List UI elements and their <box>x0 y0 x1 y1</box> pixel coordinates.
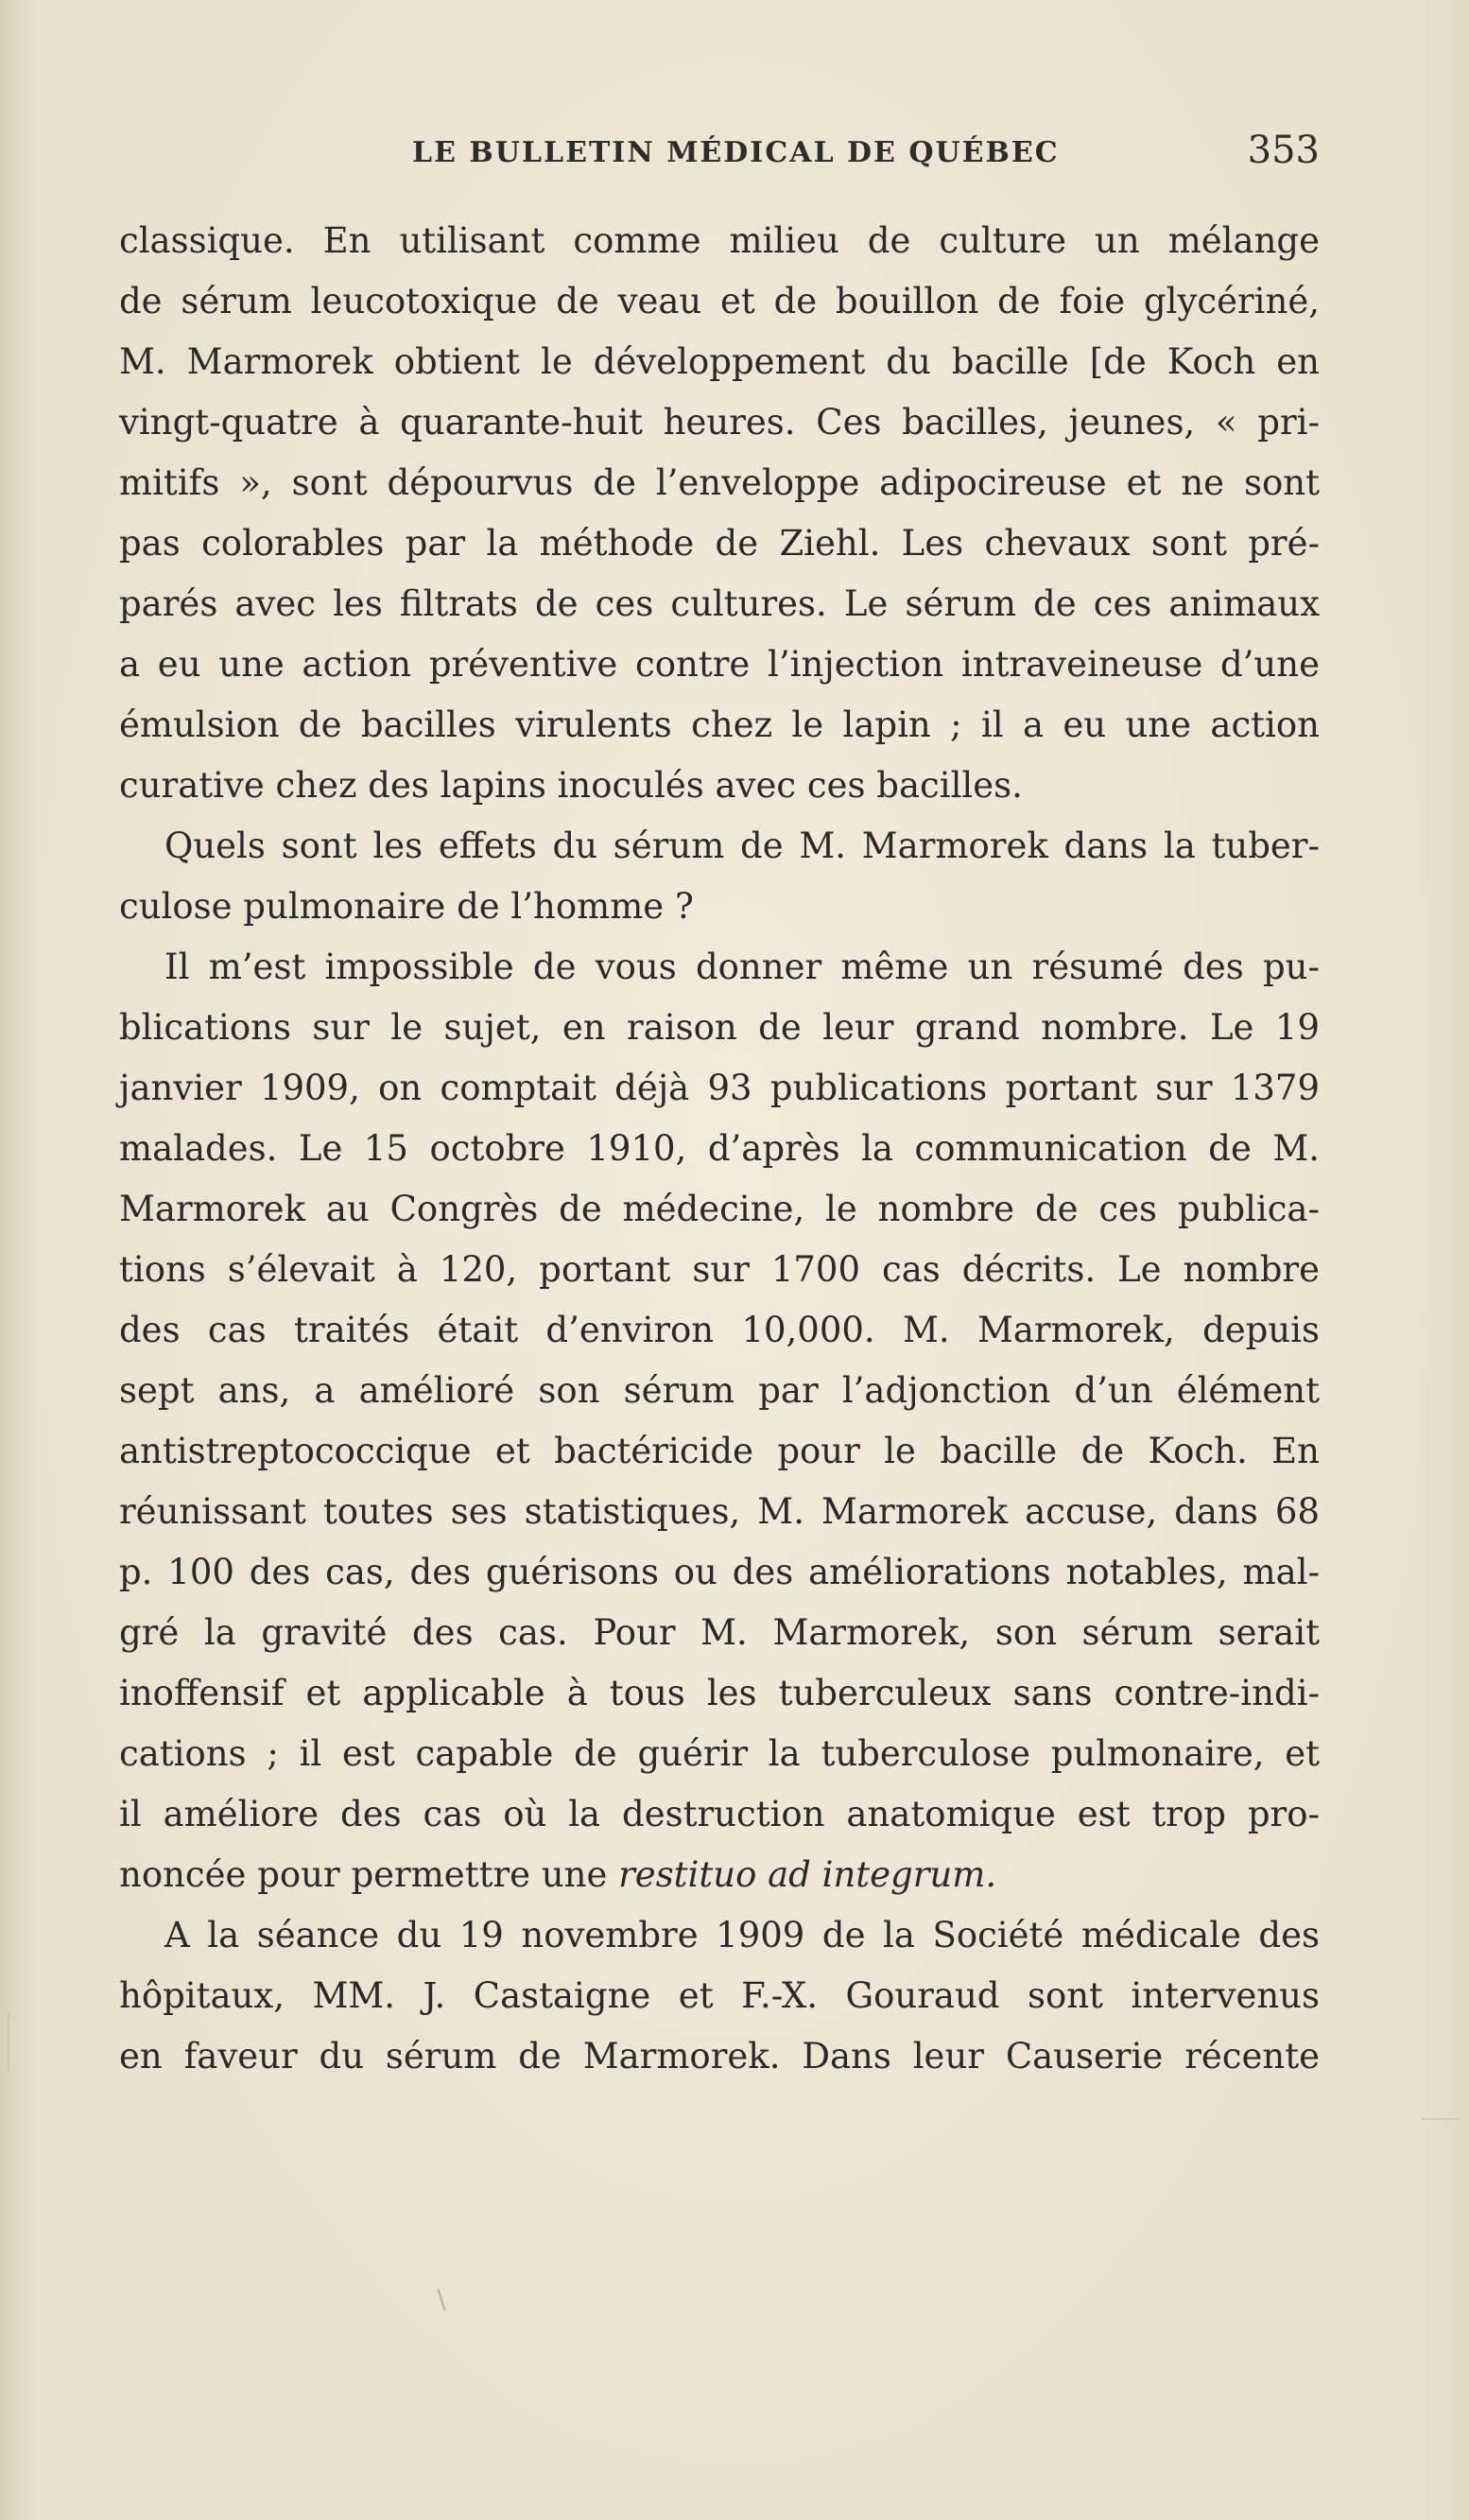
text-line: des cas traités était d’environ 10,000. M. Marmorek, depuis <box>119 1310 1320 1350</box>
text-line: vingt-quatre à quarante-huit heures. Ces bacilles, jeunes, « pri- <box>119 402 1320 443</box>
text-line: curative chez des lapins inoculés avec ces bacilles. <box>119 765 1023 806</box>
text-line: malades. Le 15 octobre 1910, d’après la communication de M. <box>119 1128 1320 1169</box>
page-header <box>119 129 1320 176</box>
text-line: parés avec les filtrats de ces cultures. Le sérum de ces animaux <box>119 583 1320 624</box>
text-line: mitifs », sont dépourvus de l’enveloppe adipocireuse et ne sont <box>119 462 1320 503</box>
text-line: blications sur le sujet, en raison de leur grand nombre. Le 19 <box>119 1007 1320 1048</box>
text-line: Marmorek au Congrès de médecine, le nombre de ces publica- <box>119 1189 1320 1229</box>
text-line: hôpitaux, MM. J. Castaigne et F.-X. Gouraud sont intervenus <box>119 1975 1320 2016</box>
text-line: cations ; il est capable de guérir la tuberculose pulmonaire, et <box>119 1733 1320 1774</box>
text-line: a eu une action préventive contre l’injection intraveineuse d’une <box>119 644 1320 685</box>
text-line: Il m’est impossible de vous donner même un résumé des pu- <box>164 947 1320 987</box>
running-head: LE BULLETIN MÉDICAL DE QUÉBEC <box>412 136 1060 169</box>
italic-phrase: restituo ad integrum. <box>618 1854 997 1895</box>
text-line: gré la gravité des cas. Pour M. Marmorek, son sérum serait <box>119 1612 1320 1653</box>
text-line <box>119 1845 1320 1905</box>
text-line: émulsion de bacilles virulents chez le lapin ; il a eu une action <box>119 704 1320 745</box>
text-line: il améliore des cas où la destruction anatomique est trop pro- <box>119 1794 1320 1834</box>
text-line: inoffensif et applicable à tous les tuberculeux sans contre-indi- <box>119 1673 1320 1713</box>
text-line: réunissant toutes ses statistiques, M. Marmorek accuse, dans 68 <box>119 1491 1320 1532</box>
text-line: p. 100 des cas, des guérisons ou des améliorations notables, mal- <box>119 1552 1320 1592</box>
text-line-start: noncée pour permettre une <box>119 1854 608 1895</box>
text-line: Quels sont les effets du sérum de M. Marmorek dans la tuber- <box>164 826 1320 866</box>
text-line: A la séance du 19 novembre 1909 de la Société médicale des <box>164 1915 1320 1955</box>
paper-blemish <box>437 2288 445 2310</box>
paper-blemish <box>1422 2118 1460 2120</box>
text-line: classique. En utilisant comme milieu de culture un mélange <box>119 220 1320 261</box>
body-text <box>119 211 1320 2087</box>
text-line: de sérum leucotoxique de veau et de bouillon de foie glycériné, <box>119 281 1320 322</box>
page-number: 353 <box>1247 129 1320 172</box>
text-line: pas colorables par la méthode de Ziehl. Les chevaux sont pré- <box>119 523 1320 564</box>
text-line: culose pulmonaire de l’homme ? <box>119 886 694 927</box>
text-line: antistreptococcique et bactéricide pour le bacille de Koch. En <box>119 1431 1320 1471</box>
text-line: janvier 1909, on comptait déjà 93 publications portant sur 1379 <box>119 1068 1320 1108</box>
paper-blemish <box>8 2014 9 2071</box>
text-line: en faveur du sérum de Marmorek. Dans leur Causerie récente <box>119 2036 1320 2077</box>
text-line: sept ans, a amélioré son sérum par l’adjonction d’un élément <box>119 1370 1320 1411</box>
text-line: M. Marmorek obtient le développement du bacille [de Koch en <box>119 341 1320 382</box>
text-line: tions s’élevait à 120, portant sur 1700 cas décrits. Le nombre <box>119 1249 1320 1290</box>
